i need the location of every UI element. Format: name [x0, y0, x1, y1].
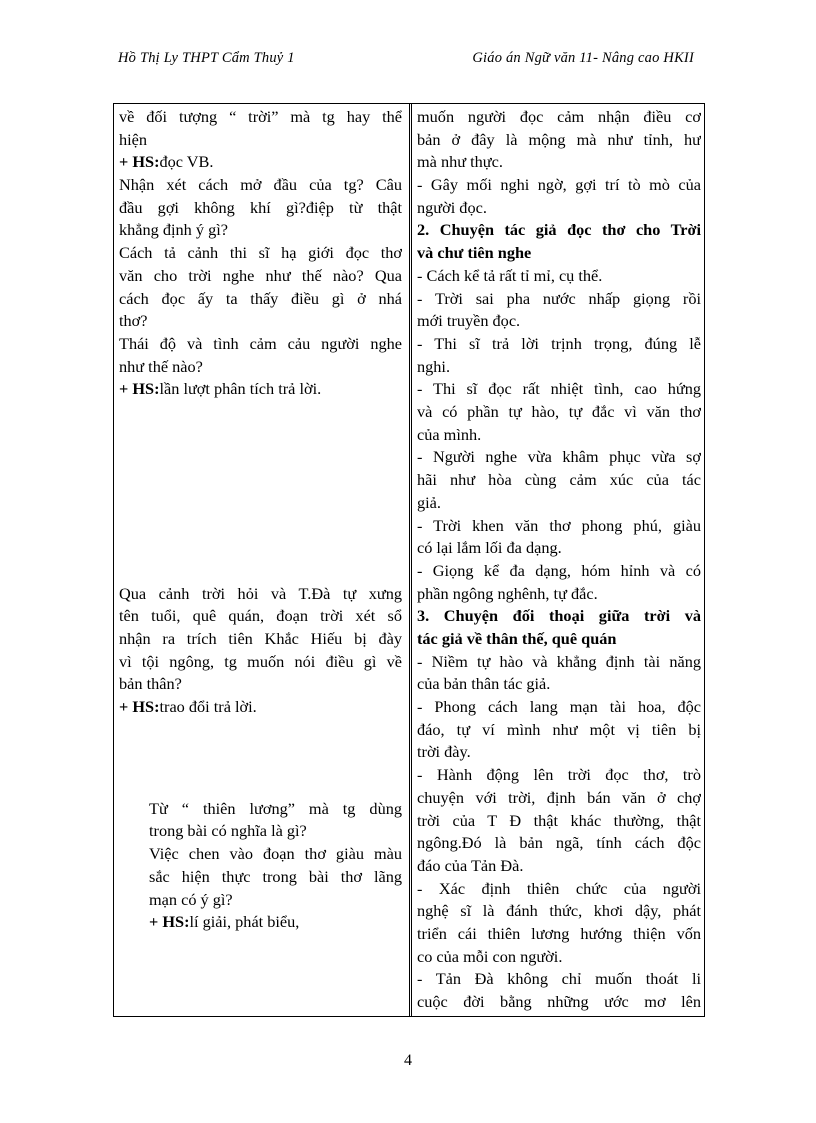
column-divider	[409, 104, 412, 1016]
hs-text: lí giải, phát biểu,	[189, 912, 300, 932]
text-line: của bản thân tác giả.	[417, 674, 551, 694]
hs-text: lần lượt phân tích trả lời.	[159, 379, 322, 399]
text-line: - Niềm tự hào và khẳng định tài năng	[417, 651, 701, 671]
hs-label: + HS:	[149, 912, 190, 932]
text-line: - Cách kể tả rất tỉ mỉ, cụ thể.	[417, 265, 603, 285]
text-line: Qua cảnh trời hỏi và T.Đà tự xưng	[119, 583, 402, 603]
text-line: có lại lắm lối đa dạng.	[417, 538, 562, 558]
lesson-content-column	[417, 106, 701, 1014]
indented-questions	[119, 798, 402, 934]
header-course: Giáo án Ngữ văn 11- Nâng cao HKII	[472, 50, 694, 66]
text-line: đáo của Tản Đà.	[417, 855, 524, 875]
lesson-table	[113, 103, 705, 1017]
text-line: và có phần tự hào, tự đắc vì văn thơ	[417, 402, 701, 422]
text-line: - Xác định thiên chức của người	[417, 878, 701, 898]
text-line: về đối tượng “ trời” mà tg hay thể	[119, 107, 402, 126]
hs-instruction	[119, 151, 402, 174]
text-line: Cách tả cảnh thi sĩ hạ giới đọc thơ	[119, 243, 402, 263]
text-line: hiện	[119, 129, 148, 149]
text-line: - Trời sai pha nước nhấp giọng rồi	[417, 288, 701, 308]
text-line: của mình.	[417, 424, 482, 444]
section-heading: 2. Chuyện tác giả đọc thơ cho Trời	[417, 220, 701, 240]
hs-text: trao đổi trả lời.	[159, 697, 257, 717]
text-line: Thái độ và tình cảm cảu người nghe	[119, 333, 402, 353]
text-line: co của mỗi con người.	[417, 946, 563, 966]
text-line: cuộc đời bằng những ước mơ lên	[417, 992, 701, 1012]
text-line: ngông.Đó là bản ngã, tính cách độc	[417, 833, 701, 853]
text-line: văn cho trời nghe như thế nào? Qua	[119, 265, 402, 285]
text-line: trời của T Đ thật khác thường, thật	[417, 810, 701, 830]
text-line: - Người nghe vừa khâm phục vừa sợ	[417, 447, 701, 467]
section-heading: tác giả về thân thế, quê quán	[417, 628, 617, 648]
spacer	[119, 401, 402, 583]
text-line: Từ “ thiên lương” mà tg dùng	[149, 798, 402, 818]
text-line: muốn người đọc cảm nhận điều cơ	[417, 107, 701, 126]
page-header	[118, 50, 698, 74]
text-line: đáo, tự ví mình như một vị tiên bị	[417, 719, 701, 739]
text-line: mà như thực.	[417, 152, 503, 172]
text-line: - Giọng kể đa dạng, hóm hỉnh và có	[417, 560, 701, 580]
text-line: mạn có ý gì?	[149, 889, 233, 909]
teacher-student-activity-column	[119, 106, 402, 934]
text-line: trong bài có nghĩa là gì?	[149, 821, 307, 841]
text-line: mới truyền đọc.	[417, 311, 521, 331]
text-line: chuyện với trời, định bán văn ở chợ	[417, 787, 701, 807]
text-line: cách đọc ấy ta thấy điều gì ở nhá	[119, 288, 402, 308]
hs-label: + HS:	[119, 152, 160, 172]
text-line: nghi.	[417, 356, 451, 376]
text-line: trời đày.	[417, 742, 471, 762]
text-line: tên tuổi, quê quán, đoạn trời xét sổ	[119, 606, 402, 626]
header-author: Hồ Thị Ly THPT Cẩm Thuỷ 1	[118, 50, 295, 66]
text-line: - Hành động lên trời đọc thơ, trò	[417, 765, 701, 785]
text-line: - Trời khen văn thơ phong phú, giàu	[417, 515, 701, 535]
text-line: hãi như hòa cùng cảm xúc của tác	[417, 470, 701, 490]
text-line: Việc chen vào đoạn thơ giàu màu	[149, 844, 402, 864]
page-number: 4	[404, 1052, 412, 1069]
text-line: như thế nào?	[119, 356, 203, 376]
hs-instruction	[119, 696, 402, 719]
text-line: khẳng định ý gì?	[119, 220, 228, 240]
text-line: - Phong cách lang mạn tài hoa, độc	[417, 697, 701, 717]
text-line: bản ở đây là mộng mà như tỉnh, hư	[417, 129, 701, 149]
text-line: người đọc.	[417, 197, 487, 217]
section-heading: 3. Chuyện đối thoại giữa trời và	[417, 606, 701, 626]
section-heading: và chư tiên nghe	[417, 243, 532, 263]
text-line: Nhận xét cách mở đầu của tg? Câu	[119, 175, 402, 195]
hs-instruction	[149, 911, 402, 934]
text-line: nghệ sĩ là đánh thức, khơi dậy, phát	[417, 901, 701, 921]
text-line: sắc hiện thực trong bài thơ lãng	[149, 866, 402, 886]
text-line: - Thi sĩ đọc rất nhiệt tình, cao hứng	[417, 379, 701, 399]
text-line: phần ngông nghênh, tự đắc.	[417, 583, 598, 603]
text-line: bản thân?	[119, 674, 182, 694]
text-line: triển cái thiên lương hướng thiện vốn	[417, 923, 701, 943]
text-line: - Tản Đà không chỉ muốn thoát li	[417, 969, 701, 989]
hs-instruction	[119, 378, 402, 401]
hs-text: đọc VB.	[159, 152, 214, 172]
text-line: đầu gợi không khí gì?điệp từ thật	[119, 197, 402, 217]
text-line: giả.	[417, 492, 441, 512]
text-line: thơ?	[119, 311, 148, 331]
text-line: nhận ra trích tiên Khắc Hiếu bị đày	[119, 629, 402, 648]
hs-label: + HS:	[119, 379, 160, 399]
spacer	[119, 719, 402, 798]
text-line: - Thi sĩ trả lời trịnh trọng, đúng lễ	[417, 333, 701, 353]
text-line: vì tội ngông, tg muốn nói điều gì về	[119, 651, 402, 671]
text-line: - Gây mối nghi ngờ, gợi trí tò mò của	[417, 175, 701, 195]
hs-label: + HS:	[119, 697, 160, 717]
